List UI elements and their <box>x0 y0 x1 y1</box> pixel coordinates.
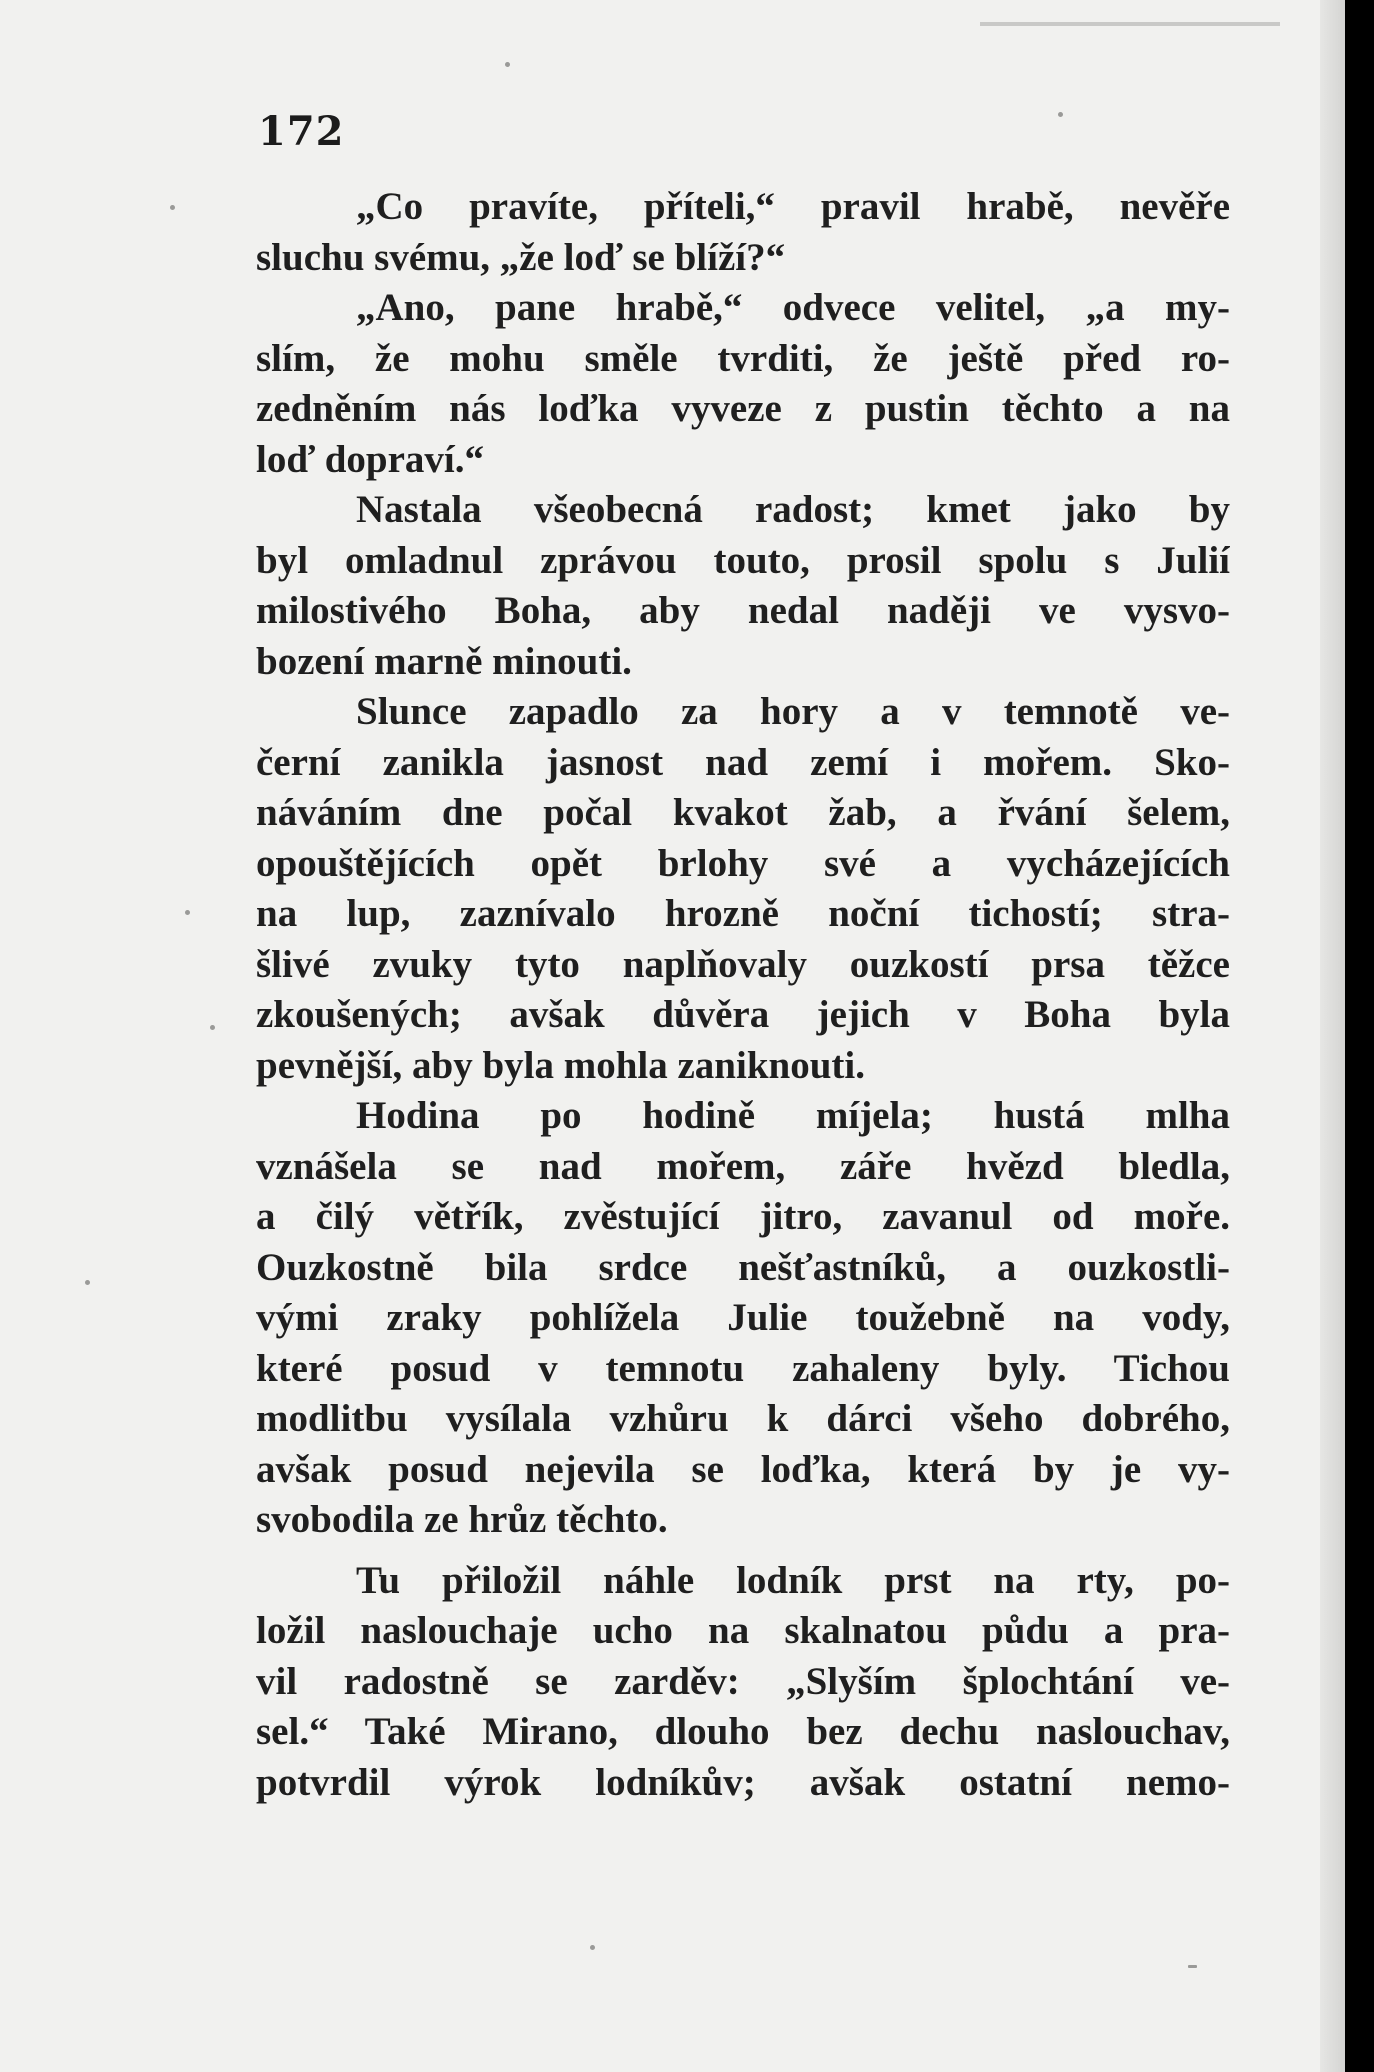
paper-speck <box>505 62 510 67</box>
text-line: ložil naslouchaje ucho na skalnatou půdu a pra- <box>256 1609 1230 1652</box>
text-line: a čilý větřík, zvěstující jitro, zavanul od moře. <box>256 1195 1230 1238</box>
text-line: loď dopraví.“ <box>256 437 484 481</box>
text-line: „Ano, pane hrabě,“ odvece velitel, „a my- <box>356 286 1230 329</box>
text-line: Hodina po hodině míjela; hustá mlha <box>356 1094 1230 1137</box>
text-line: Slunce zapadlo za hory a v temnotě ve- <box>356 690 1230 733</box>
paper-speck <box>590 1945 595 1950</box>
text-line: Tu přiložil náhle lodník prst na rty, po- <box>356 1558 1230 1602</box>
text-line: bození marně minouti. <box>256 639 632 683</box>
text-line: avšak posud nejevila se loďka, která by je vy- <box>256 1447 1230 1491</box>
paper-speck <box>210 1025 215 1030</box>
text-line: opouštějících opět brlohy své a vycházejících <box>256 841 1230 885</box>
text-line: sluchu svému, „že loď se blíží?“ <box>256 235 786 279</box>
text-line: Ouzkostně bila srdce nešťastníků, a ouzkostli- <box>256 1245 1230 1289</box>
paragraph-gap <box>256 1546 1230 1556</box>
text-line: vými zraky pohlížela Julie toužebně na vody, <box>256 1296 1230 1339</box>
text-line: byl omladnul zprávou touto, prosil spolu s Julií <box>256 538 1230 582</box>
text-line: Nastala všeobecná radost; kmet jako by <box>356 488 1230 531</box>
text-line: zkoušených; avšak důvěra jejich v Boha byla <box>256 993 1230 1036</box>
text-line: sel.“ Také Mirano, dlouho bez dechu naslouchav, <box>256 1710 1230 1753</box>
paper-speck <box>1188 1965 1197 1968</box>
text-line: které posud v temnotu zahaleny byly. Tichou <box>256 1346 1230 1390</box>
text-line: černí zanikla jasnost nad zemí i mořem. Sko- <box>256 740 1230 784</box>
text-line: potvrdil výrok lodníkův; avšak ostatní nemo- <box>256 1760 1230 1804</box>
text-line: vznášela se nad mořem, záře hvězd bledla, <box>256 1144 1230 1188</box>
text-line: „Co pravíte, příteli,“ pravil hrabě, nevěře <box>356 185 1230 228</box>
text-line: modlitbu vysílala vzhůru k dárci všeho dobrého, <box>256 1397 1230 1440</box>
text-line: zedněním nás loďka vyveze z pustin těchto a na <box>256 387 1230 430</box>
paper-speck <box>1058 112 1063 117</box>
paper-speck <box>185 910 190 915</box>
text-line: pevnější, aby byla mohla zaniknouti. <box>256 1043 865 1087</box>
text-line: slím, že mohu směle tvrditi, že ještě před ro- <box>256 336 1230 380</box>
body-text <box>256 182 1230 1808</box>
text-line: svobodila ze hrůz těchto. <box>256 1498 668 1541</box>
text-line: náváním dne počal kvakot žab, a řvání šelem, <box>256 791 1230 834</box>
paper-speck <box>85 1280 90 1285</box>
text-line: milostivého Boha, aby nedal naději ve vysvo- <box>256 589 1230 632</box>
page-number: 172 <box>258 108 345 155</box>
text-line: vil radostně se zarděv: „Slyším šplochtání ve- <box>256 1659 1230 1703</box>
top-rule <box>980 22 1280 26</box>
paper-speck <box>170 205 175 210</box>
page-edge <box>1320 0 1345 2072</box>
text-line: na lup, zaznívalo hrozně noční tichostí; stra- <box>256 892 1230 935</box>
text-line: šlivé zvuky tyto naplňovaly ouzkostí prsa těžce <box>256 942 1230 986</box>
